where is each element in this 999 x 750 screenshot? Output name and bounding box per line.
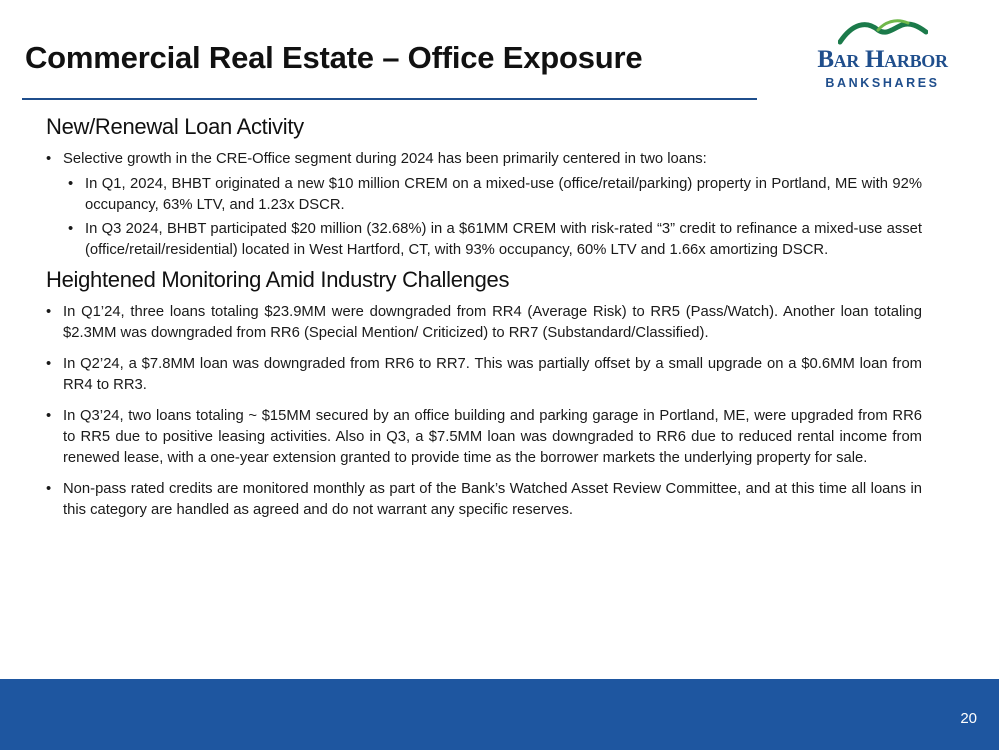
loan-sublist: [68, 174, 922, 261]
bullet-item: • In Q2’24, a $7.8MM loan was downgraded from RR6 to RR7. This was partially offset by a small upgrade on a $0.6MM loan from RR4 to RR3.: [46, 354, 922, 396]
page-number: 20: [960, 710, 977, 727]
title-divider: [22, 98, 757, 100]
logo-text-bankshares: BANKSHARES: [825, 76, 940, 90]
logo-text-bar-harbor: Bar Harbor: [817, 46, 948, 73]
new-renewal-list: [46, 149, 922, 170]
slide-body: [46, 110, 922, 531]
bullet-item: • In Q3’24, two loans totaling ~ $15MM secured by an office building and parking garage in Portland, ME, were upgraded from RR6 to RR5 due to positive leasing activities. Also in Q3, a $7.5MM loan was downgraded to RR6 due to reduced rental income from renewed lease, with a one-year extension granted to provide time as the borrower markets the underlying property for sale.: [46, 406, 922, 469]
sub-bullet-item: • In Q3 2024, BHBT participated $20 million (32.68%) in a $61MM CREM with risk-rated “3” credit to refinance a mixed-use asset (office/retail/residential) located in West Hartford, CT, with 93% occupancy, 60% LTV and 1.66x amortizing DSCR.: [68, 219, 922, 261]
sub-bullet-item: • In Q1, 2024, BHBT originated a new $10 million CREM on a mixed-use (office/retail/parking) property in Portland, ME with 92% occupancy, 63% LTV, and 1.23x DSCR.: [68, 174, 922, 216]
bullet-item: • Selective growth in the CRE-Office segment during 2024 has been primarily centered in two loans:: [46, 149, 922, 170]
section-heading-new-renewal: New/Renewal Loan Activity: [46, 114, 304, 139]
mountain-logo-icon: [838, 16, 928, 46]
bullet-item: • In Q1’24, three loans totaling $23.9MM were downgraded from RR4 (Average Risk) to RR5 (Pass/Watch). Another loan totaling $2.3MM was downgraded from RR6 (Special Mention/ Criticized) to RR7 (Substandard/Classified).: [46, 302, 922, 344]
monitoring-list: [46, 302, 922, 521]
bar-harbor-logo: [800, 16, 965, 96]
slide-title: Commercial Real Estate – Office Exposure: [25, 40, 643, 75]
section-heading-monitoring: Heightened Monitoring Amid Industry Challenges: [46, 267, 510, 292]
bullet-item: • Non-pass rated credits are monitored monthly as part of the Bank’s Watched Asset Review Committee, and at this time all loans in this category are handled as agreed and do not warrant any specific reserves.: [46, 479, 922, 521]
footer-bar: [0, 679, 999, 750]
